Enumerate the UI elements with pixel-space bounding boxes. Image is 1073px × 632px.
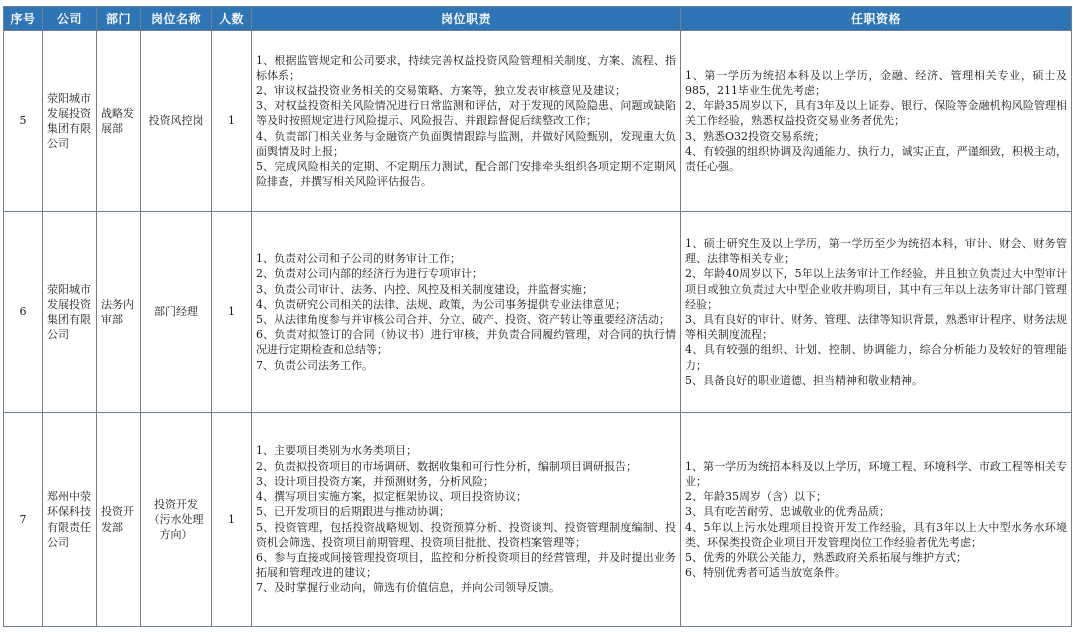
- duty-item: 5、从法律角度参与并审核公司合并、分立、破产、投资、资产转让等重要经济活动；: [256, 313, 670, 326]
- cell-position: 投资风控岗: [141, 31, 212, 212]
- qualification-item: 3、具有良好的审计、财务、管理、法律等知识背景，熟悉审计程序、财务法规等相关制度流程；: [685, 313, 1067, 342]
- cell-duties: [252, 31, 681, 212]
- qualification-item: 4、5年以上污水处理项目投资开发工作经验，具有3年以上大中型水务水环境类、环保类投资企业项目开发管理岗位工作经验者优先考虑；: [685, 520, 1067, 549]
- cell-count: 1: [212, 212, 252, 413]
- duty-item: 7、及时掌握行业动向，筛选有价值信息，并向公司领导反馈。: [256, 581, 560, 595]
- qualification-item: 1、第一学历为统招本科及以上学历，金融、经济、管理相关专业，硕士及985，211毕业生优先考虑；: [685, 68, 1067, 97]
- duty-item: 4、负责部门相关业务与金融资产负面舆情跟踪与监测，并做好风险甄别，发现重大负面舆情及时上报；: [256, 129, 676, 158]
- qualification-item: 3、熟悉O32投资交易系统；: [685, 129, 826, 143]
- qualification-item: 4、有较强的组织协调及沟通能力、执行力，诚实正直，严谨细致，积极主动，责任心强。: [685, 144, 1067, 173]
- duty-item: 1、主要项目类别为水务类项目；: [256, 444, 417, 458]
- duty-item: 3、设计项目投资方案，并预测财务，分析风险；: [256, 474, 494, 488]
- duty-item: 1、根据监管规定和公司要求，持续完善权益投资风险管理相关制度、方案、流程、指标体系；: [256, 53, 676, 82]
- table-row: [4, 31, 1072, 212]
- duty-item: 7、负责公司法务工作。: [256, 358, 373, 372]
- duty-item: 4、撰写项目实施方案，拟定框架协议、项目投资协议；: [256, 490, 527, 504]
- qualification-item: 5、优秀的外联公关能力，熟悉政府关系拓展与维护方式；: [685, 550, 967, 564]
- duty-item: 2、审议权益投资业务相关的交易策略、方案等，独立发表审核意见及建议；: [256, 83, 626, 97]
- duty-item: 3、对权益投资相关风险情况进行日常监测和评估，对于发现的风险隐患、问题或缺陷等及时按照规定进行风险提示、风险报告、并跟踪督促后续整改工作；: [256, 99, 676, 128]
- cell-position: 投资开发（污水处理方向）: [141, 413, 212, 627]
- duty-item: 2、负责对公司内部的经济行为进行专项审计；: [256, 267, 483, 281]
- header-company: 公司: [43, 7, 97, 31]
- qualification-item: 4、具有较强的组织、计划、控制、协调能力，综合分析能力及较好的管理能力；: [685, 343, 1067, 372]
- cell-department: 投资开发部: [97, 413, 141, 627]
- header-duties: 岗位职责: [252, 7, 681, 31]
- header-qualifications: 任职资格: [681, 7, 1072, 31]
- qualification-item: 5、具备良好的职业道德、担当精神和敬业精神。: [685, 373, 923, 387]
- cell-qualifications: [681, 31, 1072, 212]
- qualification-item: 2、年龄35周岁以下，具有3年及以上证券、银行、保险等金融机构风险管理相关工作经验，熟悉权益投资交易业务者优先；: [685, 99, 1067, 128]
- cell-count: 1: [212, 413, 252, 627]
- duty-item: 2、负责拟投资项目的市场调研、数据收集和可行性分析，编制项目调研报告；: [256, 459, 637, 473]
- recruitment-table-container: [3, 6, 1072, 627]
- cell-index: 5: [4, 31, 43, 212]
- qualification-item: 1、第一学历为统招本科及以上学历，环境工程、环境科学、市政工程等相关专业；: [685, 459, 1067, 488]
- duty-item: 6、负责对拟签订的合同（协议书）进行审核，并负责合同履约管理，对合同的执行情况进行定期检查和总结等；: [256, 328, 676, 357]
- header-count: 人数: [212, 7, 252, 31]
- qualification-item: 2、年龄40周岁以下，5年以上法务审计工作经验，并且独立负责过大中型审计项目或独立负责过大中型企业收并购项目，其中有三年以上法务审计部门管理经验；: [685, 267, 1067, 311]
- qualification-item: 6、特别优秀者可适当放宽条件。: [685, 566, 846, 580]
- table-row: [4, 413, 1072, 627]
- cell-position: 部门经理: [141, 212, 212, 413]
- duty-item: 5、投资管理，包括投资战略规划、投资预算分析、投资谈判、投资管理制度编制、投资机会筛选、投资项目前期管理、投资项目批批、投资档案管理等；: [256, 520, 676, 549]
- cell-department: 法务内审部: [97, 212, 141, 413]
- cell-index: 7: [4, 413, 43, 627]
- duty-item: 6、参与直接或间接管理投资项目，监控和分析投资项目的经营管理，并及时提出业务拓展和管理改进的建议；: [256, 550, 676, 580]
- cell-duties: [252, 212, 681, 413]
- header-department: 部门: [97, 7, 141, 31]
- recruitment-table: [3, 6, 1072, 627]
- cell-company: 郑州中荥环保科技有限责任公司: [43, 413, 97, 627]
- cell-count: 1: [212, 31, 252, 212]
- qualification-item: 1、硕士研究生及以上学历，第一学历至少为统招本科，审计、财会、财务管理、法律等相关专业；: [685, 236, 1067, 266]
- duty-item: 3、负责公司审计、法务、内控、风控及相关制度建设，并监督实施；: [256, 282, 593, 296]
- duty-item: 1、负责对公司和子公司的财务审计工作；: [256, 252, 461, 266]
- duty-item: 5、完成风险相关的定期、不定期压力测试，配合部门安排牵头组织各项定期不定期风险排查，并撰写相关风险评估报告。: [256, 160, 676, 189]
- header-index: 序号: [4, 7, 43, 31]
- cell-qualifications: [681, 212, 1072, 413]
- cell-company: 荥阳城市发展投资集团有限公司: [43, 31, 97, 212]
- table-row: [4, 212, 1072, 413]
- duty-item: 5、已开发项目的后期跟进与推动协调；: [256, 505, 450, 519]
- cell-duties: [252, 413, 681, 627]
- header-position: 岗位名称: [141, 7, 212, 31]
- cell-qualifications: [681, 413, 1072, 627]
- qualification-item: 3、具有吃苦耐劳、忠诚敬业的优秀品质；: [685, 505, 890, 519]
- cell-index: 6: [4, 212, 43, 413]
- qualification-item: 2、年龄35周岁（含）以下；: [685, 490, 827, 504]
- header-row: [4, 7, 1072, 31]
- duty-item: 4、负责研究公司相关的法律、法规、政策，为公司事务提供专业法律意见；: [256, 297, 626, 311]
- cell-department: 战略发展部: [97, 31, 141, 212]
- cell-company: 荥阳城市发展投资集团有限公司: [43, 212, 97, 413]
